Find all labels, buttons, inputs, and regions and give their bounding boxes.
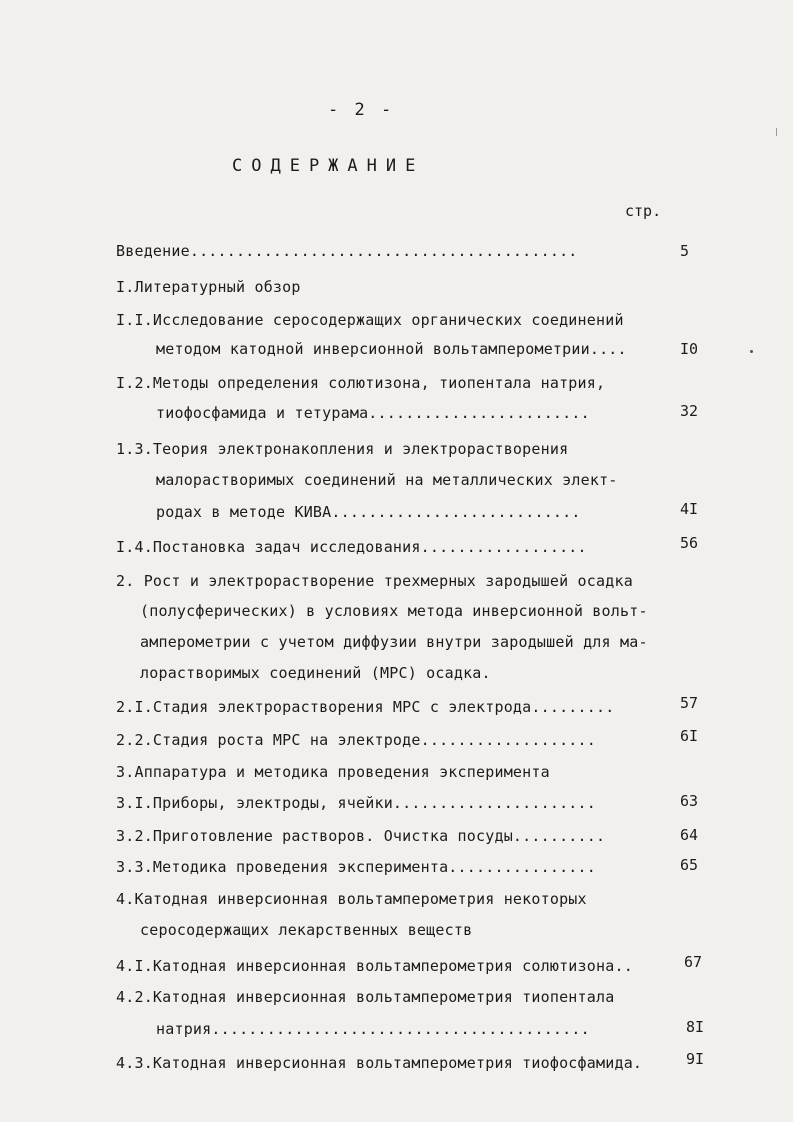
toc-entry-1-1: I.I.Исследование серосодержащих органических соединений [116, 311, 624, 329]
toc-page-3-3: 65 [680, 856, 699, 874]
toc-entry-chapter-3: 3.Аппаратура и методика проведения эксперимента [116, 763, 550, 781]
page-number: - 2 - [328, 100, 395, 120]
toc-page-1-2: 32 [680, 402, 699, 420]
toc-entry-4-3: 4.3.Катодная инверсионная вольтамперометрия тиофосфамида. [116, 1054, 643, 1072]
toc-page-1-3: 4I [680, 500, 699, 518]
toc-page-1-4: 56 [680, 534, 699, 552]
scan-speck [750, 350, 753, 353]
toc-entry-2-2: 2.2.Стадия роста МРС на электроде................... [116, 731, 596, 749]
toc-page-2-2: 6I [680, 727, 699, 745]
scan-speck [776, 128, 777, 136]
toc-entry-1-3: 1.3.Теория электронакопления и электрорастворения [116, 440, 569, 458]
toc-entry-3-1: 3.I.Приборы, электроды, ячейки...................... [116, 794, 596, 812]
toc-entry-4-2: 4.2.Катодная инверсионная вольтамперометрия тиопентала [116, 988, 615, 1006]
toc-page-3-2: 64 [680, 826, 699, 844]
toc-entry-3-3: 3.3.Методика проведения эксперимента................ [116, 858, 596, 876]
toc-entry-chapter-2-cont-2: амперометрии с учетом диффузии внутри зародышей для ма- [140, 633, 648, 651]
toc-entry-chapter-2-cont-1: (полусферических) в условиях метода инверсионной вольт- [140, 602, 648, 620]
toc-page-4-1: 67 [684, 953, 703, 971]
toc-page-2-1: 57 [680, 694, 699, 712]
page-column-label: стр. [625, 202, 662, 220]
toc-entry-1-3-cont-1: малорастворимых соединений на металлических элект- [156, 471, 618, 489]
toc-page-4-2: 8I [686, 1018, 705, 1036]
toc-entry-introduction: Введение.......................................... [116, 242, 578, 260]
toc-page-3-1: 63 [680, 792, 699, 810]
page-title: СОДЕРЖАНИЕ [232, 156, 425, 176]
toc-entry-chapter-2-cont-3: лорастворимых соединений (МРС) осадка. [140, 664, 491, 682]
toc-entry-chapter-4-cont: серосодержащих лекарственных веществ [140, 921, 473, 939]
toc-entry-chapter-1: I.Литературный обзор [116, 278, 301, 296]
toc-entry-chapter-2: 2. Рост и электрорастворение трехмерных зародышей осадка [116, 572, 633, 590]
toc-entry-1-2-cont: тиофосфамида и тетурама........................ [156, 404, 590, 422]
toc-page-4-3: 9I [686, 1050, 705, 1068]
toc-entry-chapter-4: 4.Катодная инверсионная вольтамперометрия некоторых [116, 890, 587, 908]
toc-page-introduction: 5 [680, 242, 690, 260]
toc-page-1-1: I0 [680, 340, 699, 358]
toc-entry-3-2: 3.2.Приготовление растворов. Очистка посуды.......... [116, 827, 606, 845]
toc-entry-1-4: I.4.Постановка задач исследования.................. [116, 538, 587, 556]
toc-entry-1-3-cont-2: родах в методе КИВА........................... [156, 503, 581, 521]
toc-entry-1-1-cont: методом катодной инверсионной вольтамперометрии.... [156, 340, 627, 358]
toc-entry-4-1: 4.I.Катодная инверсионная вольтамперометрия солютизона.. [116, 957, 633, 975]
toc-entry-4-2-cont: натрия......................................... [156, 1020, 590, 1038]
toc-entry-1-2: I.2.Методы определения солютизона, тиопентала натрия, [116, 374, 606, 392]
toc-entry-2-1: 2.I.Стадия электрорастворения МРС с электрода......... [116, 698, 615, 716]
